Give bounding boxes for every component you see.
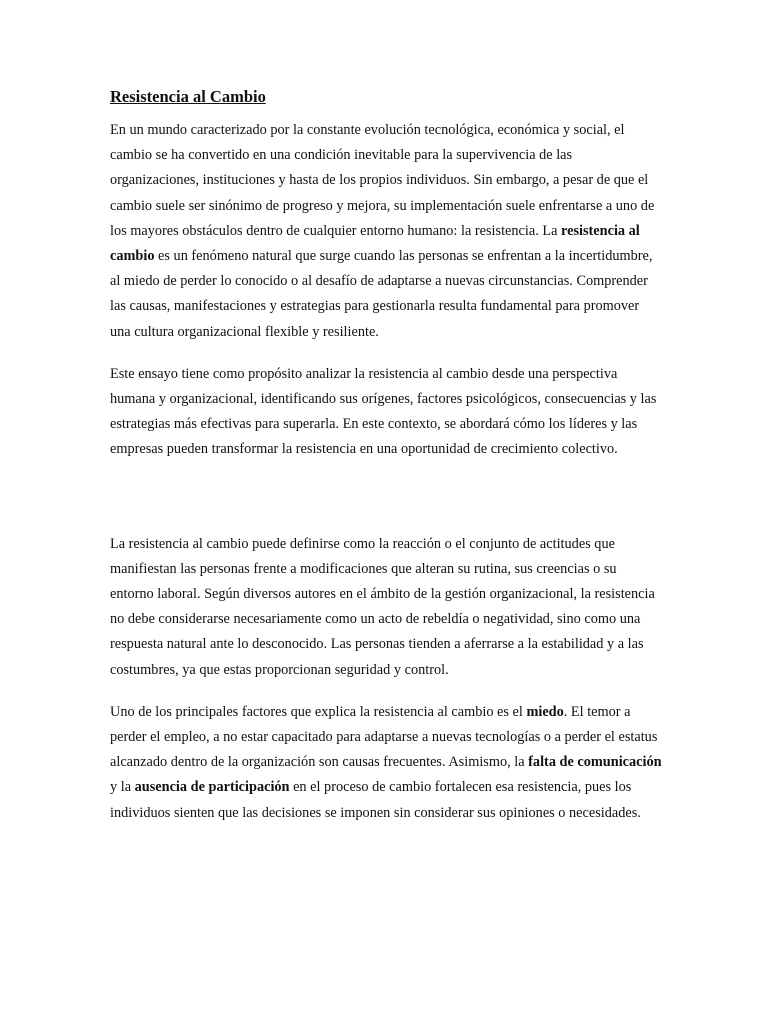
- paragraph-definition: La resistencia al cambio puede definirse como la reacción o el conjunto de actitudes que manifiestan las personas frente a modificaciones que alteran su rutina, sus creencias o su entorno laboral. Según diversos autores en el ámbito de la gestión organizacional, la resistencia no debe considerarse necesariamente como un acto de rebeldía o negatividad, sino como una respuesta natural ante lo desconocido. Las personas tienden a aferrarse a la estabilidad y a las costumbres, ya que estas proporcionan seguridad y control.: [110, 535, 655, 678]
- paragraph-purpose: Este ensayo tiene como propósito analizar la resistencia al cambio desde una perspectiva humana y organizacional, identificando sus orígenes, factores psicológicos, consecuencias y las estrategias más efectivas para superarla. En este contexto, se abordará cómo los líderes y las empresas pueden transformar la resistencia en una oportunidad de crecimiento colectivo.: [110, 365, 657, 458]
- paragraph-intro-text-2: es un fenómeno natural que surge cuando las personas se enfrentan a la incertidumbre, al miedo de perder lo conocido o al desafío de adaptarse a nuevas circunstancias. Comprender las causas, manifestaciones y estrategias para gestionarla resulta fundamental para promover una cultura organizacional flexible y resiliente.: [110, 248, 653, 340]
- paragraph-factors-text-1: Uno de los principales factores que explica la resistencia al cambio es el: [110, 703, 527, 720]
- paragraph-factors: [110, 700, 662, 826]
- bold-term-resistencia: resistencia al cambio: [110, 222, 640, 265]
- bold-term-ausencia-participacion: ausencia de participación: [134, 779, 290, 796]
- document-page: [110, 84, 662, 843]
- bold-term-falta-comunicacion: falta de comunicación: [528, 754, 662, 771]
- paragraph-intro: [110, 118, 662, 345]
- document-title: Resistencia al Cambio: [110, 87, 266, 106]
- section-gap: [110, 480, 662, 532]
- paragraph-factors-text-3: y la: [110, 779, 135, 796]
- paragraph-factors-text-2: . El temor a perder el empleo, a no estar capacitado para adaptarse a nuevas tecnologías o a perder el estatus alcanzado dentro de la organización son causas frecuentes. Asimismo, la: [110, 703, 658, 771]
- paragraph-intro-text-1: En un mundo caracterizado por la constante evolución tecnológica, económica y social, el cambio se ha convertido en una condición inevitable para la supervivencia de las organizaciones, instituciones y hasta de los propios individuos. Sin embargo, a pesar de que el cambio suele ser sinónimo de progreso y mejora, su implementación suele enfrentarse a uno de los mayores obstáculos dentro de cualquier entorno humano: la resistencia. La: [110, 122, 655, 239]
- paragraph-factors-text-4: en el proceso de cambio fortalecen esa resistencia, pues los individuos sienten que las decisiones se imponen sin considerar sus opiniones o necesidades.: [110, 779, 641, 821]
- bold-term-miedo: miedo: [526, 703, 564, 720]
